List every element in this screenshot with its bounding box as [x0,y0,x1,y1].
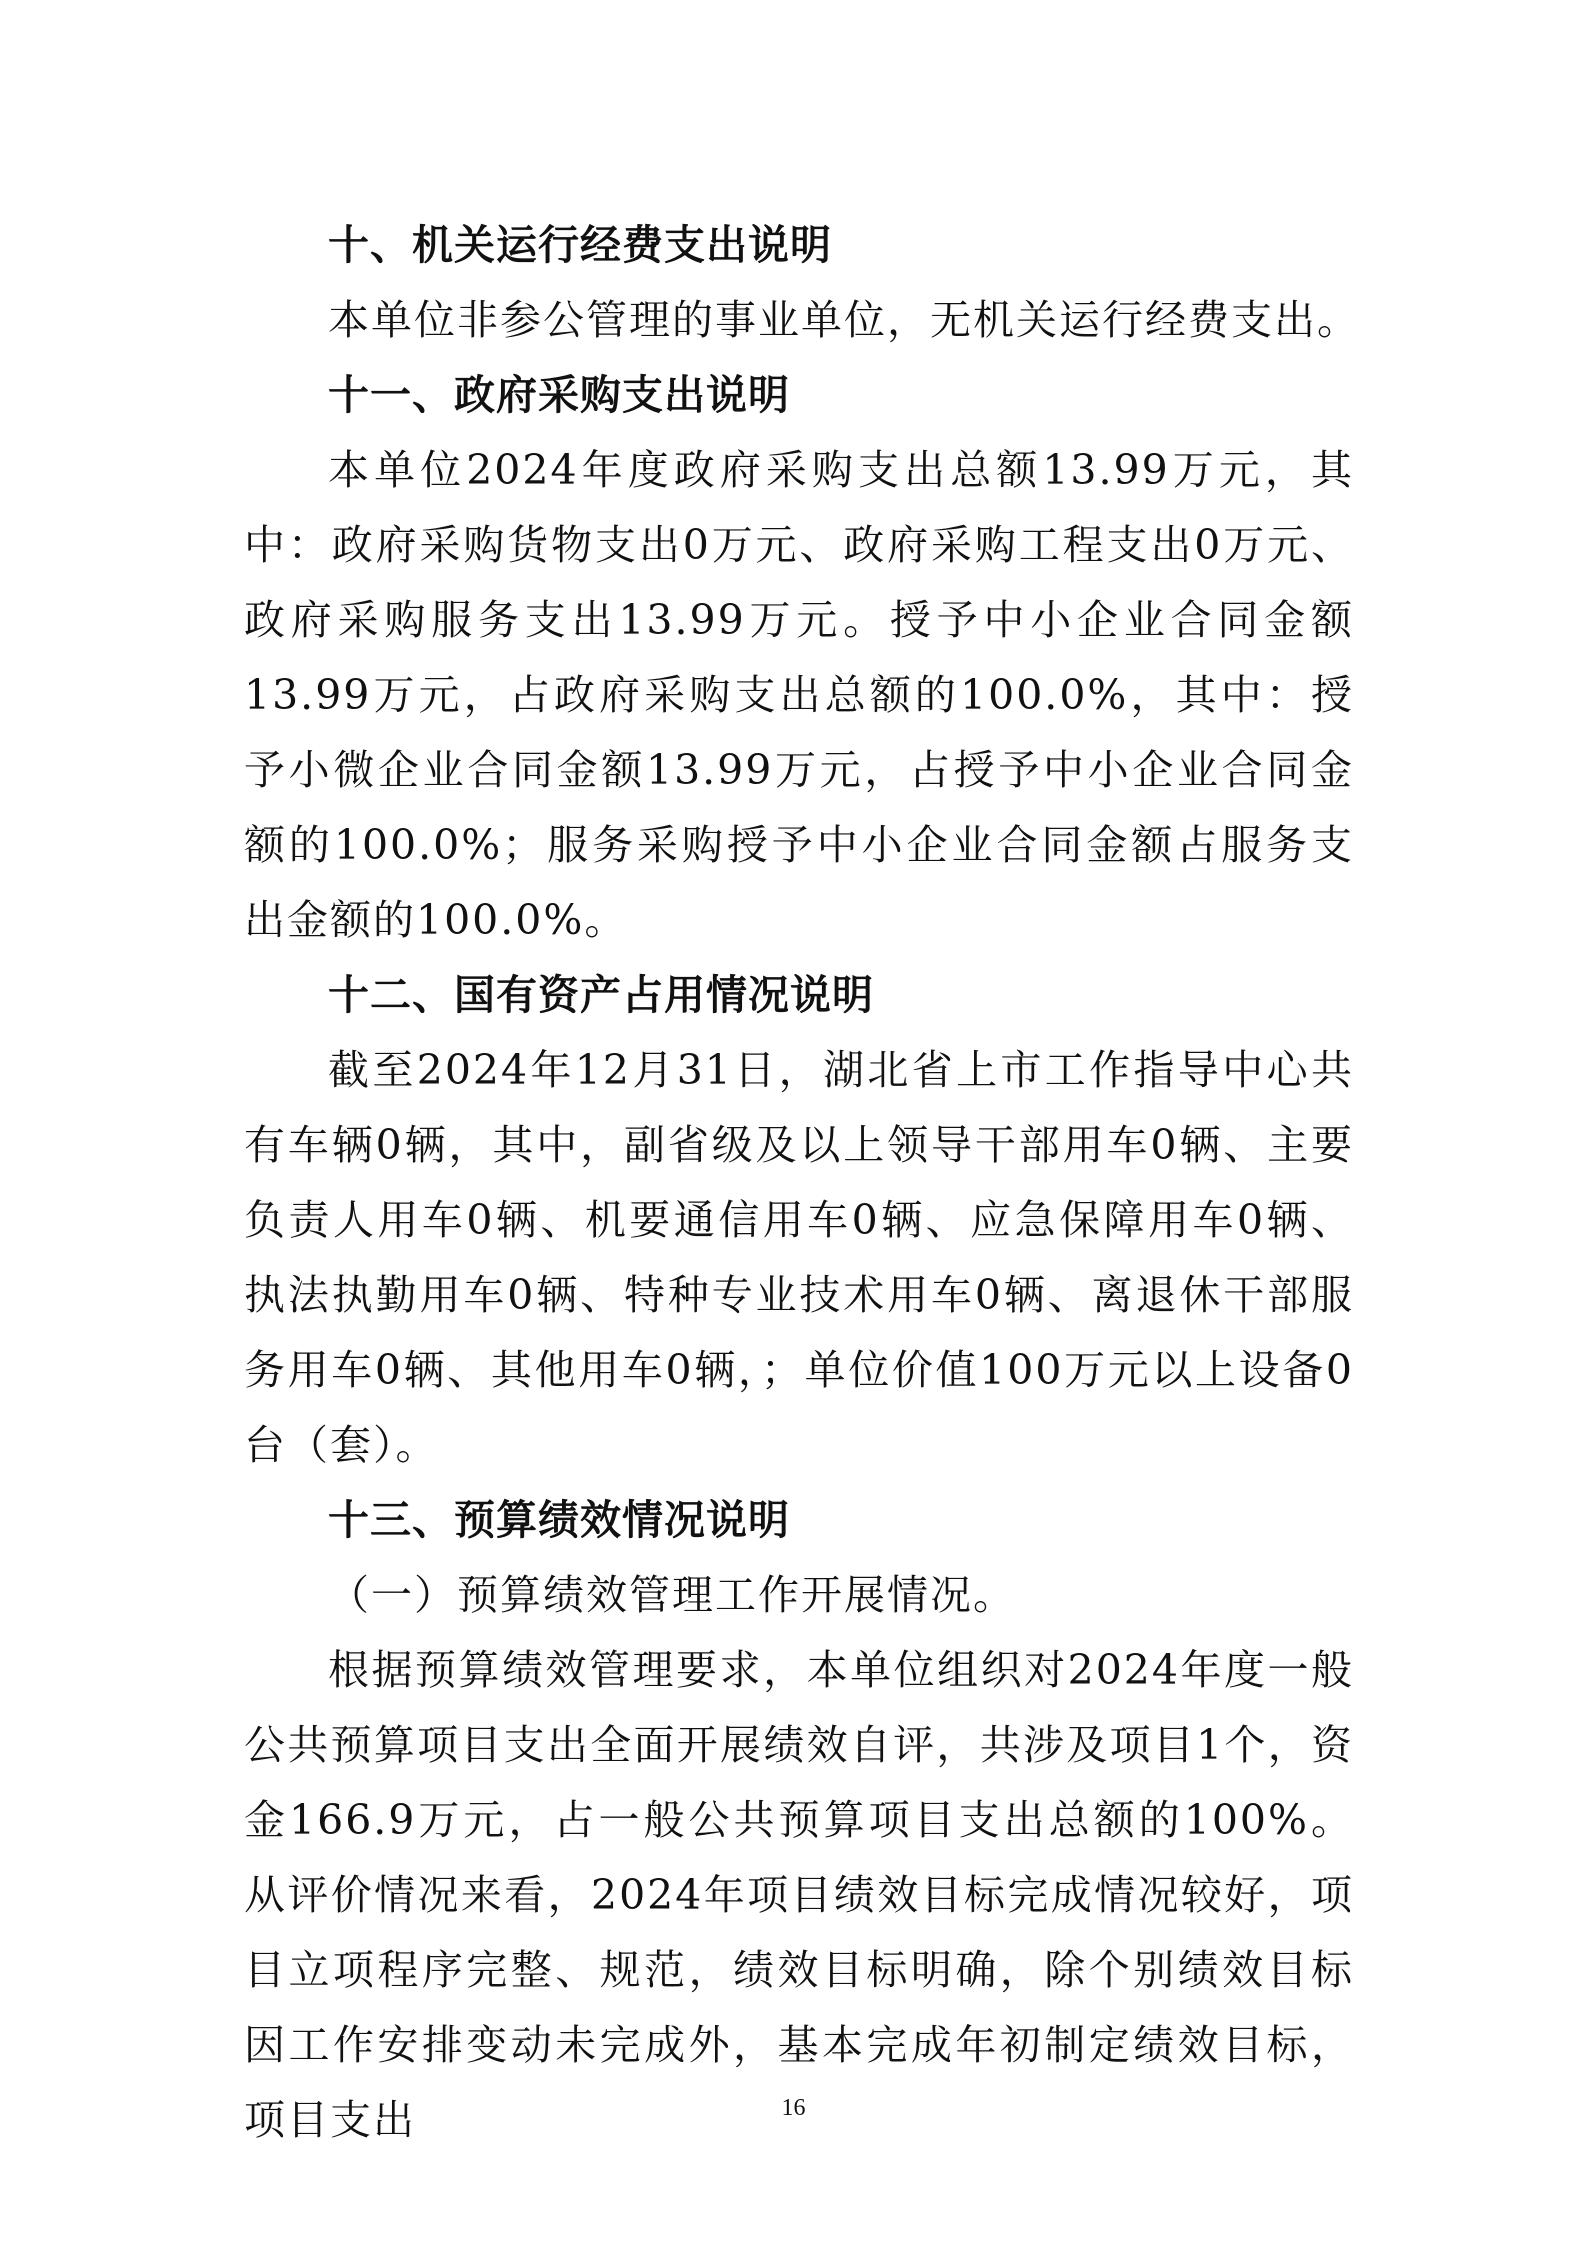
section-13-paragraph: 根据预算绩效管理要求，本单位组织对2024年度一般公共预算项目支出全面开展绩效自评，共涉及项目1个，资金166.9万元，占一般公共预算项目支出总额的100%。从评价情况来看，2024年项目绩效目标完成情况较好，项目立项程序完整、规范，绩效目标明确，除个别绩效目标因工作安排变动未完成外，基本完成年初制定绩效目标，项目支出 [244,1646,1354,2144]
document-body [244,208,1360,2158]
section-12-paragraph: 截至2024年12月31日，湖北省上市工作指导中心共有车辆0辆，其中，副省级及以上领导干部用车0辆、主要负责人用车0辆、机要通信用车0辆、应急保障用车0辆、执法执勤用车0辆、特种专业技术用车0辆、离退休干部服务用车0辆、其他用车0辆，；单位价值100万元以上设备0台（套）。 [244,1046,1354,1469]
page-number: 16 [781,2095,806,2121]
section-heading-10: 十、机关运行经费支出说明 [328,221,832,269]
section-heading-12: 十二、国有资产占用情况说明 [328,971,874,1019]
section-heading-13: 十三、预算绩效情况说明 [328,1496,790,1544]
section-heading-11: 十一、政府采购支出说明 [328,371,790,419]
section-10-paragraph: 本单位非参公管理的事业单位，无机关运行经费支出。 [328,296,1360,344]
section-13-subheading: （一）预算绩效管理工作开展情况。 [328,1571,1016,1619]
section-11-paragraph: 本单位2024年度政府采购支出总额13.99万元，其中：政府采购货物支出0万元、政府采购工程支出0万元、政府采购服务支出13.99万元。授予中小企业合同金额13.99万元，占政府采购支出总额的100.0%，其中：授予小微企业合同金额13.99万元，占授予中小企业合同金额的100.0%；服务采购授予中小企业合同金额占服务支出金额的100.0%。 [244,446,1354,944]
